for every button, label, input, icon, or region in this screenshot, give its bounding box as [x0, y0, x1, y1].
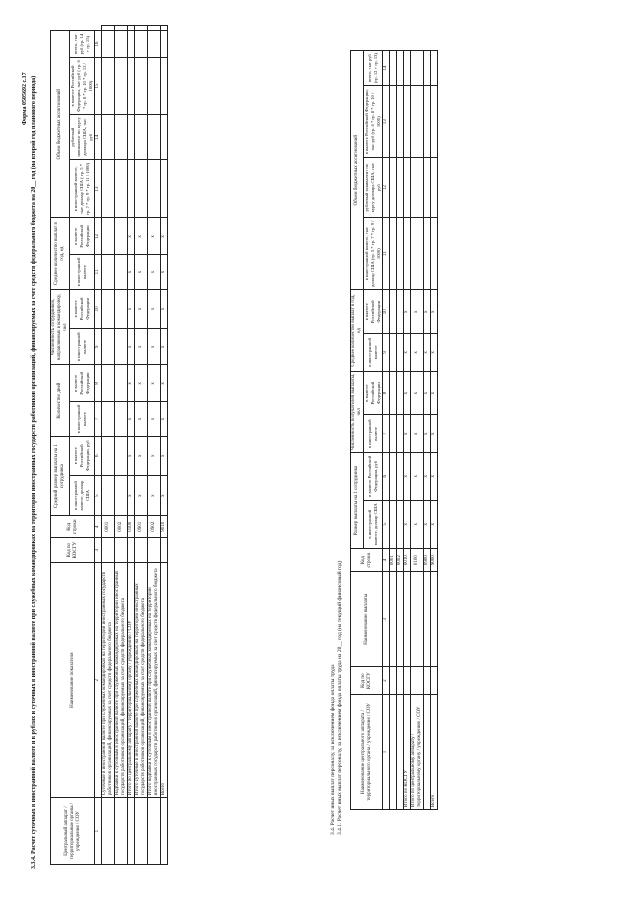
hdr-b4: всего, тыс руб (гр. 14 + гр. 15) [70, 31, 95, 58]
value-cell [115, 365, 128, 402]
value-cell: x [161, 289, 168, 328]
value-cell: x [128, 475, 135, 516]
row-code: 9010 [161, 516, 168, 538]
value-cell [397, 158, 404, 218]
value-cell: x [161, 329, 168, 365]
hdr2-avg-amount: Размер выплаты на 1 сотрудника [351, 453, 364, 549]
value-cell: x [161, 436, 168, 475]
hdr-avg-amount: Средний размер выплаты на 1 сотрудника [51, 436, 70, 516]
value-cell [397, 218, 404, 290]
hdr-b1: в иностранной валюте, тыс доллар США ( гр. 5 * гр. 7 * гр. 9 * гр. 11 / 1000) [70, 160, 95, 218]
value-cell [161, 114, 168, 160]
value-cell: x [135, 289, 148, 328]
table-row [397, 51, 404, 810]
form-code: Форма 0505692 с.17 [22, 72, 28, 125]
value-cell [404, 51, 411, 86]
value-cell [161, 31, 168, 58]
value-cell: x [411, 290, 424, 334]
column-number: 14 [95, 114, 102, 160]
row-code: 0001 [102, 516, 115, 538]
column-number: 12 [383, 158, 390, 218]
value-cell [128, 58, 135, 115]
row-label: Всего [431, 695, 438, 810]
column-number: 2 [95, 563, 102, 798]
org-cell [115, 798, 128, 865]
hdr-b3: в валюте Российской Федерации, тыс руб ( гр. 6 * гр. 8 * гр. 10 * гр. 12 / 1000) [70, 58, 95, 115]
value-cell: x [404, 415, 411, 453]
value-cell: x [148, 329, 161, 365]
value-cell [397, 86, 404, 158]
value-cell [115, 160, 128, 218]
value-cell [128, 114, 135, 160]
row-code: 0001 [390, 549, 397, 572]
value-cell [102, 218, 115, 255]
row-label [390, 695, 397, 810]
row-code: 0902 [148, 516, 161, 538]
value-cell: x [128, 329, 135, 365]
hdr-c8: в валюте Российской Федерации [70, 218, 95, 255]
value-cell [128, 31, 135, 58]
value-cell [397, 415, 404, 453]
value-cell [135, 114, 148, 160]
kosgu-cell [135, 538, 148, 563]
kosgu-cell [411, 667, 424, 695]
value-cell [148, 31, 161, 58]
value-cell [390, 158, 397, 218]
column-number: 9 [383, 334, 390, 372]
hdr2-b1: в иностранной валюте, тыс доллар США (гр. 5 * гр. 7 * гр. 9 / 1000) [364, 218, 383, 290]
value-cell [411, 218, 424, 290]
row-label: Итого по центральному аппарату / территориальному органу / учреждению / СОУ [411, 695, 424, 810]
value-cell [390, 86, 397, 158]
value-cell [404, 218, 411, 290]
column-number: 11 [383, 218, 390, 290]
value-cell [102, 475, 115, 516]
value-cell [431, 51, 438, 86]
row-code: 0901 [135, 516, 148, 538]
column-number: 9 [95, 329, 102, 365]
hdr-b2: рублевый эквивалент по курсу доллара США, тыс руб [70, 114, 95, 160]
value-cell [115, 402, 128, 437]
value-cell [411, 51, 424, 86]
value-cell: x [424, 453, 431, 500]
hdr-c6: в валюте Российской Федерации [70, 289, 95, 328]
row-label: Надбавки к суточным в иностранной валюте при служебных командировках на территории иностранных государств работников организаций, финансируемых за счет средств федерального бюджета [115, 563, 128, 798]
column-number: 13 [383, 86, 390, 158]
value-cell: x [161, 402, 168, 437]
hdr2-line-code: Код строки [351, 549, 383, 572]
value-cell [102, 289, 115, 328]
value-cell [148, 26, 161, 31]
value-cell: x [404, 500, 411, 549]
value-cell: x [128, 218, 135, 255]
value-cell [161, 160, 168, 218]
value-cell: x [431, 500, 438, 549]
value-cell: x [431, 290, 438, 334]
kosgu-cell [148, 538, 161, 563]
value-cell: x [411, 453, 424, 500]
column-number: 11 [95, 255, 102, 290]
value-cell [115, 475, 128, 516]
table-row [411, 51, 424, 810]
column-number: 10 [383, 290, 390, 334]
column-number: 10 [95, 289, 102, 328]
hdr-org: Центральный аппарат / территориальные органы / учреждения / СОУ [51, 798, 95, 865]
row-code: 0100 [128, 516, 135, 538]
value-cell: x [128, 402, 135, 437]
table-row [102, 26, 115, 865]
value-cell: x [431, 371, 438, 415]
value-cell [397, 51, 404, 86]
column-number: 15 [95, 58, 102, 115]
value-cell [102, 160, 115, 218]
section2-titles [330, 15, 344, 835]
kosgu-cell [397, 667, 404, 695]
value-cell [115, 218, 128, 255]
value-cell [128, 26, 135, 31]
hdr-staff: Численность сотрудников, направляемых в командировку, чел [51, 289, 70, 365]
hdr-line-code: Код строки [51, 516, 95, 538]
value-cell: x [424, 500, 431, 549]
value-cell [102, 365, 115, 402]
hdr-c2: в валюте Российской Федерации, руб [70, 436, 95, 475]
row-label: Суточные в иностранной валюте при служебных командировках на территории иностранных государств работников организаций, финансируемых за счет средств федерального бюджета [102, 563, 115, 798]
payment-name [411, 572, 424, 667]
hdr-c3: в иностранной валюте [70, 402, 95, 437]
value-cell: x [424, 415, 431, 453]
column-number: 5 [95, 475, 102, 516]
hdr-kosgu: Код по КОСГУ [51, 538, 95, 563]
value-cell [424, 218, 431, 290]
value-cell: x [424, 371, 431, 415]
value-cell: x [404, 334, 411, 372]
row-code: 0002 [397, 549, 404, 572]
value-cell: x [128, 436, 135, 475]
value-cell: x [404, 290, 411, 334]
value-cell [411, 158, 424, 218]
value-cell: x [161, 218, 168, 255]
value-cell: x [411, 371, 424, 415]
value-cell [390, 500, 397, 549]
column-number: 6 [383, 453, 390, 500]
table-row [115, 26, 128, 865]
kosgu-cell [128, 538, 135, 563]
value-cell [102, 402, 115, 437]
value-cell [161, 26, 168, 31]
payment-name [390, 572, 397, 667]
section1-title: 3.3.4. Расчет суточных в иностранной валюте и в рублях и суточных в иностранной валюте при служебных командировках на территории иностранных государств работников организаций, финансируемых за счет средств федерального бюджета на 20__ год (на второй год планового периода) [31, 75, 37, 869]
org-cell [161, 798, 168, 865]
daily-allowance-table [50, 25, 168, 865]
value-cell [431, 158, 438, 218]
value-cell: x [135, 255, 148, 290]
payment-name [424, 572, 431, 667]
table-row [128, 26, 135, 865]
value-cell [102, 58, 115, 115]
value-cell [390, 290, 397, 334]
hdr2-budget: Объем бюджетных ассигнований [351, 51, 364, 290]
value-cell: x [148, 218, 161, 255]
hdr-c7: в иностранной валюте [70, 255, 95, 290]
row-label: Итого по КОСГУ [404, 695, 411, 810]
value-cell [424, 158, 431, 218]
row-label: Итого суточные в иностранной валюте при служебных командировках на территории иностранных государств работников организаций, финансируемых за счет средств федерального бюджета [135, 563, 148, 798]
value-cell: x [431, 334, 438, 372]
column-number: 1 [95, 798, 102, 865]
hdr2-staff: Численность получателей выплаты, чел [351, 371, 364, 452]
value-cell [102, 114, 115, 160]
value-cell: x [148, 289, 161, 328]
value-cell: x [431, 415, 438, 453]
value-cell [397, 453, 404, 500]
value-cell [390, 218, 397, 290]
value-cell: x [404, 371, 411, 415]
value-cell [148, 114, 161, 160]
payment-name [397, 572, 404, 667]
row-label: Итого по центральному аппарату / территориальному органу / учреждению / СОУ [128, 563, 135, 798]
hdr2-kosgu: Код по КОСГУ [351, 667, 383, 695]
value-cell [404, 158, 411, 218]
value-cell [390, 371, 397, 415]
org-cell [135, 798, 148, 865]
column-number: 7 [95, 402, 102, 437]
table-row [161, 26, 168, 865]
section2-title: 3.4. Расчет иных выплат персоналу, за исключением фонда оплаты труда [330, 664, 336, 835]
value-cell [135, 160, 148, 218]
value-cell [390, 415, 397, 453]
column-number: 13 [95, 160, 102, 218]
hdr2-b2: рублевый эквивалент по курсу доллара США, тыс руб [364, 158, 383, 218]
value-cell: x [148, 436, 161, 475]
value-cell: x [424, 334, 431, 372]
column-number: 1 [383, 695, 390, 810]
kosgu-cell [390, 667, 397, 695]
column-number: 2 [383, 667, 390, 695]
value-cell [115, 26, 128, 31]
column-number: 4 [95, 516, 102, 538]
kosgu-cell [404, 667, 411, 695]
value-cell: x [161, 475, 168, 516]
value-cell [390, 334, 397, 372]
column-number: 16 [95, 31, 102, 58]
value-cell [115, 58, 128, 115]
value-cell: x [135, 402, 148, 437]
value-cell: x [431, 453, 438, 500]
value-cell [397, 371, 404, 415]
column-numbers [95, 26, 102, 865]
value-cell [397, 334, 404, 372]
org-cell [148, 798, 161, 865]
column-number: 3 [95, 538, 102, 563]
value-cell [115, 255, 128, 290]
hdr-days: Количество дней [51, 365, 70, 436]
table-row [404, 51, 411, 810]
row-label: Итого надбавки к суточным в иностранной валюте при служебных командировках на территории иностранных государств работников организаций, финансируемых за счет средств федерального бюджета [148, 563, 161, 798]
value-cell: x [135, 218, 148, 255]
value-cell [397, 500, 404, 549]
value-cell: x [148, 402, 161, 437]
hdr-c1: в иностранной валюте, доллар США [70, 475, 95, 516]
row-code: 0010 [404, 549, 411, 572]
value-cell: x [128, 289, 135, 328]
column-number: 7 [383, 415, 390, 453]
value-cell: x [128, 365, 135, 402]
hdr2-c3: в иностранной валюте [364, 415, 383, 453]
hdr2-c2: в валюте Российской Федерации, руб [364, 453, 383, 500]
value-cell: x [148, 475, 161, 516]
hdr-c4: в валюте Российской Федерации [70, 365, 95, 402]
hdr-budget: Объем бюджетных ассигнований [51, 31, 70, 218]
value-cell: x [135, 475, 148, 516]
hdr2-c5: в иностранной валюте [364, 334, 383, 372]
value-cell: x [161, 365, 168, 402]
value-cell [148, 58, 161, 115]
value-cell [115, 31, 128, 58]
hdr-indicator: Наименование показателя [51, 563, 95, 798]
kosgu-cell [115, 538, 128, 563]
payment-name [404, 572, 411, 667]
row-code: 0900 [424, 549, 431, 572]
value-cell: x [128, 255, 135, 290]
value-cell [102, 436, 115, 475]
kosgu-cell [102, 538, 115, 563]
column-number: 3 [383, 572, 390, 667]
row-label: Всего [161, 563, 168, 798]
table-row [431, 51, 438, 810]
value-cell [115, 114, 128, 160]
value-cell [115, 329, 128, 365]
value-cell: x [135, 365, 148, 402]
table-row [135, 26, 148, 865]
hdr2-b4: всего, тыс руб (гр. 12 + гр. 13) [364, 51, 383, 86]
hdr-c5: в иностранной валюте [70, 329, 95, 365]
row-code: 0100 [411, 549, 424, 572]
other-payments-table [350, 50, 438, 810]
value-cell [128, 160, 135, 218]
hdr2-b3: в валюте Российской Федерации, тыс руб (гр. 6 * гр. 8 * гр. 10 / 1000) [364, 86, 383, 158]
kosgu-cell [161, 538, 168, 563]
hdr2-org: Наименование центрального аппарата / территориального органа / учреждения / СОУ [351, 695, 383, 810]
kosgu-cell [424, 667, 431, 695]
value-cell: x [404, 453, 411, 500]
value-cell [102, 26, 115, 31]
value-cell [404, 86, 411, 158]
value-cell: x [135, 329, 148, 365]
value-cell [135, 26, 148, 31]
column-numbers [383, 51, 390, 810]
value-cell [390, 51, 397, 86]
hdr2-c4: в валюте Российской Федерации [364, 371, 383, 415]
row-label [424, 695, 431, 810]
value-cell: x [424, 290, 431, 334]
column-number: 4 [383, 549, 390, 572]
value-cell: x [411, 415, 424, 453]
section2-subtitle: 3.4.1. Расчет иных выплат персоналу, за исключением фонда оплаты труда на 20__ год (на текущий финансовый год) [337, 560, 343, 835]
value-cell: x [148, 365, 161, 402]
hdr2-payment: Наименование выплаты [351, 572, 383, 667]
value-cell [161, 58, 168, 115]
value-cell [424, 86, 431, 158]
row-code: 9000 [431, 549, 438, 572]
value-cell [411, 86, 424, 158]
value-cell [431, 86, 438, 158]
value-cell: x [411, 500, 424, 549]
value-cell [102, 329, 115, 365]
column-number: 8 [95, 365, 102, 402]
value-cell [115, 436, 128, 475]
hdr-trips: Среднее количество выплат в год, ед [51, 218, 70, 289]
column-number: 12 [95, 218, 102, 255]
value-cell [115, 289, 128, 328]
value-cell [135, 31, 148, 58]
column-number: 6 [95, 436, 102, 475]
value-cell: x [161, 255, 168, 290]
column-number: 14 [383, 51, 390, 86]
value-cell [102, 31, 115, 58]
row-code: 0002 [115, 516, 128, 538]
hdr2-c1: в иностранной валюте, доллар США [364, 500, 383, 549]
column-number: 8 [383, 371, 390, 415]
org-cell [128, 798, 135, 865]
hdr2-c6: в валюте Российской Федерации [364, 290, 383, 334]
value-cell [431, 218, 438, 290]
value-cell [102, 255, 115, 290]
hdr2-trips: Среднее количество выплат в год, ед [351, 290, 364, 371]
value-cell: x [411, 334, 424, 372]
value-cell: x [135, 436, 148, 475]
value-cell [397, 290, 404, 334]
column-number: 5 [383, 500, 390, 549]
org-cell [102, 798, 115, 865]
row-label [397, 695, 404, 810]
value-cell [424, 51, 431, 86]
kosgu-cell [431, 667, 438, 695]
value-cell [390, 453, 397, 500]
table-row [424, 51, 431, 810]
value-cell: x [148, 255, 161, 290]
payment-name [431, 572, 438, 667]
table-row [148, 26, 161, 865]
table-row [390, 51, 397, 810]
value-cell [148, 160, 161, 218]
value-cell [135, 58, 148, 115]
